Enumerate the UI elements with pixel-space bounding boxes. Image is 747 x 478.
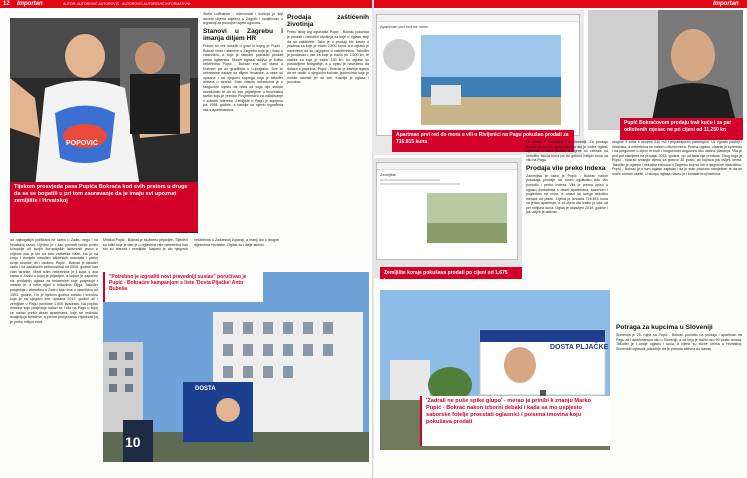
col6-body: Slovenija je 25. rujna sa Pupić - Bokrać ponudio na prodaju i apartman na Pagu ali i apartmansku vilu u Sloveniji, a za koju je tražio oko 90 posto iznosa. Također je i ondje oglasio i kuću, a cijene su slične onima u Hrvatskoj. Slovenski oglasnik pokazuje da je ponuda aktivna do danas. xyxy=(616,333,742,351)
col-mid-body: Mirakul Pupić - Bokrać je službeno prijavljen. Sljedeći su toliki koje je dao je u oglasima više nekretnina kao što su stanovi i zemljište. Najveći je dio njegovih nekretnina u Zadarskoj županiji, a manji dio u drugim dijelovima Hrvatske. Oglasi su i dalje aktivni. xyxy=(103,238,279,252)
col3-body: Preko istog tog oglasnika Pupić - Bokrać pokušao je prodati i nekoliko životinja za koje u oglasu stoji da su zaštićene. Tako je u prodaji bio kavez s pticama za koje je tražio 2.500 kuna, a u oglasu je navedeno da su uzgojene u zatočeništvu. Također je prodavao i pse za koje je tražio po 1.500 kn, te mačke za koje je tražio 150 kn. Uz oglase su postavljene fotografije, a u opisu je navedeno da dolaze s papirima. Pupić - Bokrać je kasnije izjavio da se radilo o njegovim kućnim ljubimcima koje je morao udomiti jer se seli. Kasnije je oglase i povukao. xyxy=(287,30,369,85)
ad-title-land: Zemljište xyxy=(380,172,397,177)
browser-bar-2 xyxy=(377,163,517,170)
heading-stanovi: Stanovi u Zagrebu i imanja diljem HR xyxy=(203,27,283,42)
column-3 xyxy=(287,12,369,270)
heading-zivotinje: Prodaja zaštićenih životinja xyxy=(287,14,369,29)
heading-vila: Prodaja vile preko Indexa xyxy=(526,164,606,172)
section-tag-left: Importan xyxy=(17,1,43,7)
caption-buildings: "Potrebno je izgraditi novi pravedniji sustav" poručivao je Pupić - Bokraćev kampanjom s liste 'Dosta Pljačke' Anto Bubeša xyxy=(103,272,263,302)
column-1 xyxy=(10,238,98,474)
ad-title-apartment: Apartman prvi red na mora xyxy=(380,24,428,29)
caption-land: Zemljište koraje pokušava prodati po cijeni od 1.675 kuna xyxy=(380,267,522,279)
billboard-lettering: DOSTA PLJAČKE xyxy=(550,344,609,351)
photo-portrait xyxy=(588,10,743,130)
col2-intro: Skele Lufthanse - Intercostal i kuhinja je koji dovela ulijena zajedno u Zagreb i sudjelovao u izgradnji za povoljne uvjete ugovora. xyxy=(203,12,283,26)
shirt-lettering: POPOVIĆ xyxy=(66,140,98,147)
col4-body: Zanimljivo je kako je Pupić - Bokrać nakon pokušaja prodaje na ovom oglasniku istu vilu ponudio i preko Indexa. Vila je prema opisu u oglasu dvokatnica s deset apartmana, bazenom i pogledom na more, a nalazi se svega nekoliko metara od plaže. Cijena je iznosila 716.815 kuna za jedan apartman, a za cijelu vilu tražio je više od pet milijuna kuna. Oglas je objavljen 2019. godine i još uvijek je aktivan. xyxy=(526,173,608,215)
right-header-strip xyxy=(374,0,747,8)
svg-text:10: 10 xyxy=(125,434,141,450)
heading-slovenija: Potraga za kupcima u Sloveniji xyxy=(616,324,713,331)
col5-body: ukupne 5 soba s ukupno 240 m2 i pripadajućim parkingom. Uz zgradu postoji i okućnica, a nekretnina se nalazi u blizini mora. Prema oglasu, vlasnik je spreman i na pregovore o cijeni te nudi i mogućnost dogovora oko načina plaćanja. Vila je prvi put stavljena na prodaju 2015. godine, no od tada nije prodana. Zbog toga je Pupić - Bokrać smanjio cijenu za gotovo 30 posto, ali kupaca još uvijek nema. Također je oglasio i nekoliko stanova u Zagrebu koji su bili u njegovom vlasništvu. Pupić - Bokrać je u tom oglasu zapisao i da je stan potpuno namješten te da se može odmah useliti. U sklopu oglasa naveo je i kontakt broj telefona. xyxy=(612,140,742,176)
caption-apartment: Apartman prvi red do mora u vili u Rivijenici na Pagu pokušao prodati za 716.815 kuna xyxy=(392,130,574,152)
caption-billboard: 'Zadrali ne puše spike glupo' - merao je prinibi k znanju Marko Pupić - Bokrać nakon izborni debakl i kada sa mo uspjesto saborske fotelje proestati oglasnici i poisena imovina koju pokušava prodati xyxy=(420,396,610,446)
section-tag-right: Importan xyxy=(713,1,739,7)
caption-portrait: Pupić Bokraćovom prodaju trali kuću i za par odloženih mjesec ne pri cijeni od 11.250 kn xyxy=(620,118,743,140)
browser-bar xyxy=(377,15,579,22)
land-photo xyxy=(427,193,507,243)
apartment-photo xyxy=(421,35,561,125)
ad-line xyxy=(380,183,460,185)
apartment-ad-screenshot xyxy=(376,14,580,136)
photo-land-ad xyxy=(372,158,522,278)
poster-lettering: DOSTA xyxy=(195,386,216,392)
column-6 xyxy=(616,322,742,472)
land-ad-screenshot xyxy=(376,162,518,260)
column-mid xyxy=(103,238,279,268)
ad-line xyxy=(380,179,440,181)
column-5 xyxy=(612,140,742,315)
caption-protest: Tijekom prosvjeda pasa Pupića Bokraća kod svih prstom u druge da sa se bogatili u pri tom zaoravanje da je imaju svi upoznat zemljište i Hrvatskoj xyxy=(10,182,198,232)
page-number: 12 xyxy=(3,1,10,7)
portrait-illustration xyxy=(588,10,743,130)
column-4 xyxy=(526,140,608,285)
col4-intro: se nalazi u Hrvatskoj i u Sloveniji. Za prodaju koristio je raznih oglasnika kao što je Index oglasi, Njuškalo i slični portali, a cijene su varirale od nekoliko tisuća kuna pa do gotovo milijun kuna za vilu na Pagu. xyxy=(526,140,608,163)
col2-body: Potom su oni doselili u grad iz kojeg je Pupić - Bokrać imao i stanove u Zagrebu koje je i imao u vlasništvu, a koje je također pokušao prodati preko oglasnika. Nizom oglasa vidljivo je koliko nekretnina Pupić - Bokrać ima, od stana u Dubravi pa do gradilišta u Lupoglavu. Sve te nekretnine nalaze se diljem Hrvatske, a neke su upisane i na njegovu suprugu koja je također aktivna u stranci. Sam vlasnik nekretnina je u razgovoru izjavio da ništa od toga nije stekao nezakonito te da su sve prijavljene u imovinskoj kartici koju je predao Povjerenstvu za odlučivanje o sukobu interesa. Zemljište u Pagu je kupljeno još 1998. godine, a kasnije na njemu izgrađena vila s apartmanima. xyxy=(203,44,283,112)
header-strip-text: AUTOR: AUTOROVIĆ AUTOROVIĆ · AUTOROVIĆ AUTOROVIĆ INFORMATIVNI xyxy=(63,2,191,6)
seller-avatar xyxy=(383,39,415,71)
col1-body: od najbogatijih političara ne samo u Zadru nego i na hrvatskoj razini. Ujedno je i kao poznati borac protiv korupcije od svojih korupcijskih aktivnosti javno u vrijeme dok je bio na čelu zadarske baze, što je na kraju i donijelo nekoliko saborskih mandata i preko svoje stranke, ali i osobno. Pupić - Bokrać je također radio i na zadarskim aktivnostima od 2005. godine kao član stranke. Medi istim nekretnina je i kuća s dva stana u Zadru u kojoj je prijavljen, a kojom je započeo niz prodajnih oglasa za nekretnine koje posjeduje i vlasnik je, a neke dijeli s rođacima Oljga. Također posjeduje i vikendicu u Zadru koju ima u vlasništvu od 1993. godine. On je tijekom godina stekao i imovinu koja je na njegovo ime upisana 2012. godine ali i zemljište u Pagu površine 1.500 kvadrata. Na popisu imovine koju posjeduje nalazi se i vila na Pagu u kojoj se nalazi preko deset apartmana, koje se redovito iznajmljuju turistima, a prema procjenama vrijednost joj je preko milijun eura. xyxy=(10,238,98,324)
column-2 xyxy=(203,12,283,270)
